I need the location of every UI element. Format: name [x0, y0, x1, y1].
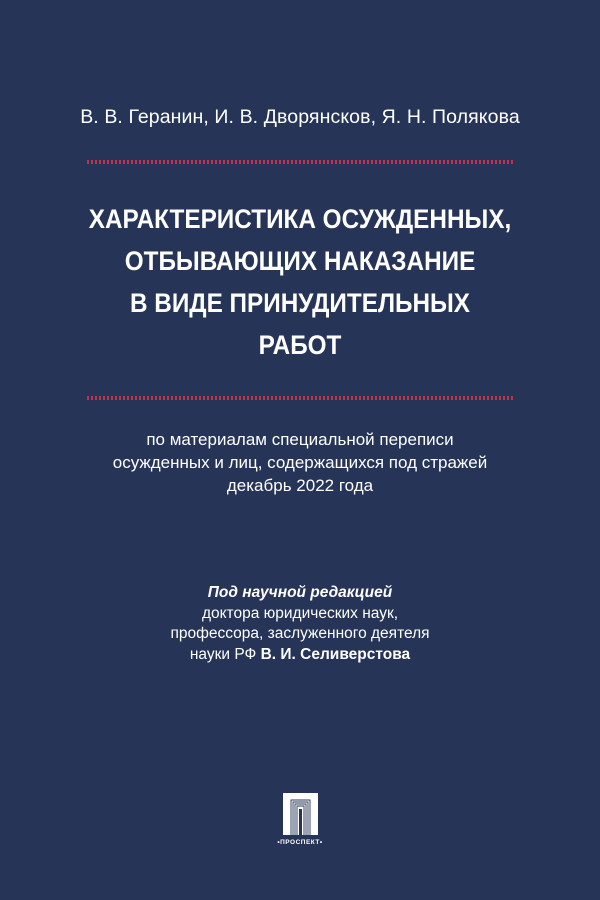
title-line: ОТБЫВАЮЩИХ НАКАЗАНИЕ — [124, 246, 476, 276]
book-title — [30, 198, 570, 366]
divider-bottom — [87, 396, 513, 400]
editor-name: В. И. Селиверстова — [260, 645, 411, 663]
publisher-name: •ПРОСПЕКТ• — [277, 839, 323, 846]
subtitle-line: по материалам специальной переписи — [146, 430, 454, 449]
editor-heading: Под научной редакцией — [207, 584, 393, 601]
authors: В. В. Геранин, И. В. Дворянсков, Я. Н. Полякова — [80, 106, 520, 128]
title-line: В ВИДЕ ПРИНУДИТЕЛЬНЫХ — [129, 288, 471, 318]
editor-line: профессора, заслуженного деятеля — [170, 625, 430, 642]
subtitle-line: декабрь 2022 года — [226, 476, 374, 495]
editor-line: доктора юридических наук, — [201, 604, 399, 622]
divider-top — [87, 160, 513, 164]
publisher-logo-icon — [283, 793, 318, 835]
editor-block — [0, 583, 600, 665]
editor-prefix: науки РФ — [189, 645, 261, 663]
subtitle — [0, 428, 600, 497]
title-line: ХАРАКТЕРИСТИКА ОСУЖДЕННЫХ, — [88, 204, 512, 234]
title-line: РАБОТ — [258, 330, 342, 360]
editor-line — [0, 645, 600, 666]
subtitle-line: осужденных и лиц, содержащихся под стражей — [112, 453, 488, 472]
